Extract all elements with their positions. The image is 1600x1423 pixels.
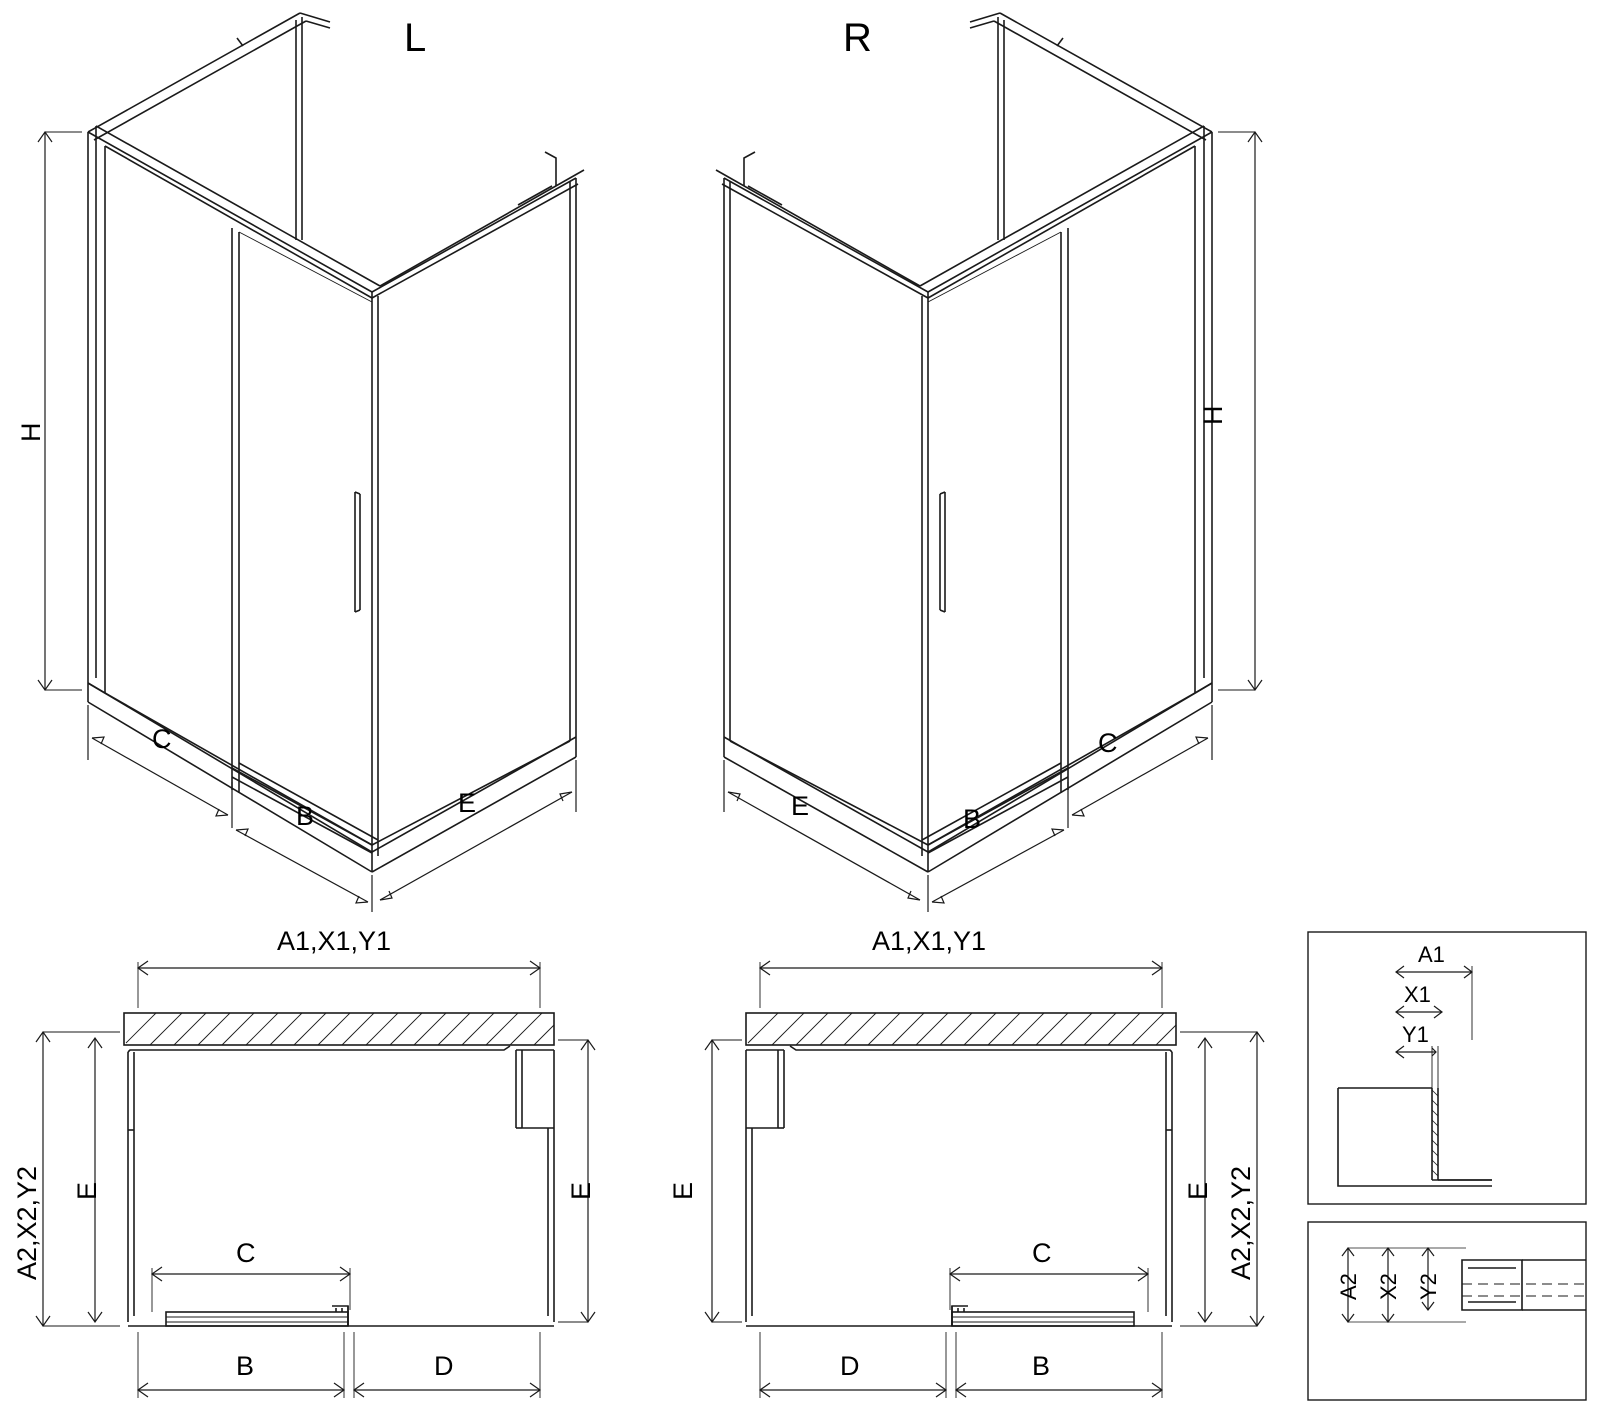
dimension-label-C-right-iso: C: [1098, 728, 1118, 758]
detail-label-X2: X2: [1376, 1273, 1401, 1300]
dimension-DB-right: [760, 1332, 1162, 1398]
dimension-A1X1Y1-right: [760, 961, 1162, 1008]
dimension-label-C-right-plan: C: [1032, 1238, 1052, 1268]
dimension-label-E-left-iso: E: [458, 788, 477, 818]
dimension-label-C-left-plan: C: [236, 1238, 256, 1268]
dimension-label-D-right-plan: D: [840, 1351, 860, 1381]
detail-label-A2: A2: [1336, 1273, 1361, 1300]
dimension-label-B-right-iso: B: [963, 804, 982, 834]
dimension-C-left: [152, 1267, 350, 1312]
dimension-label-A2X2Y2-right: A2,X2,Y2: [1226, 1165, 1256, 1280]
dimension-label-E-right-iso: E: [791, 791, 810, 821]
dimension-label-E-left-outer: E: [566, 1181, 596, 1200]
dimension-A2X2Y2-left: [36, 1032, 120, 1326]
dimension-label-H-right: H: [1198, 405, 1228, 425]
dimension-label-B-right-plan: B: [1032, 1351, 1051, 1381]
dimension-label-A2X2Y2-left: A2,X2,Y2: [12, 1165, 42, 1280]
dimension-E-right-left: [705, 1040, 742, 1322]
plan-view-right: [746, 1013, 1176, 1326]
iso-view-right: [716, 13, 1212, 872]
dimension-A1X1Y1-left: [138, 961, 540, 1008]
dimension-H-left: [38, 132, 82, 690]
plan-view-left: [124, 1013, 554, 1326]
detail-label-X1: X1: [1404, 982, 1431, 1007]
dimension-label-C-left-iso: C: [152, 724, 172, 754]
dimension-C-right: [950, 1267, 1148, 1312]
dimension-label-D-left-plan: D: [434, 1351, 454, 1381]
dimension-BD-left: [138, 1332, 540, 1398]
dimension-label-A1X1Y1-right: A1,X1,Y1: [872, 926, 987, 956]
detail-label-Y2: Y2: [1416, 1273, 1441, 1300]
dimension-label-A1X1Y1-left: A1,X1,Y1: [277, 926, 392, 956]
view-label-left: L: [404, 16, 427, 60]
view-label-right: R: [843, 16, 872, 60]
detail-view-bottom: [1308, 1222, 1586, 1400]
dimension-label-H-left: H: [16, 422, 46, 442]
dimension-label-E-left-inner: E: [72, 1181, 102, 1200]
detail-label-A1: A1: [1418, 942, 1445, 967]
dimension-label-B-left-iso: B: [296, 801, 315, 831]
detail-label-Y1: Y1: [1402, 1022, 1429, 1047]
dimension-label-B-left-plan: B: [236, 1351, 255, 1381]
detail-view-top: [1308, 932, 1586, 1204]
dimension-E-right-inner: [1198, 1038, 1212, 1322]
dimension-label-E-right-inner: E: [1183, 1181, 1213, 1200]
dimension-label-E-right-outer: E: [668, 1181, 698, 1200]
dimension-E-left-inner: [88, 1038, 102, 1322]
